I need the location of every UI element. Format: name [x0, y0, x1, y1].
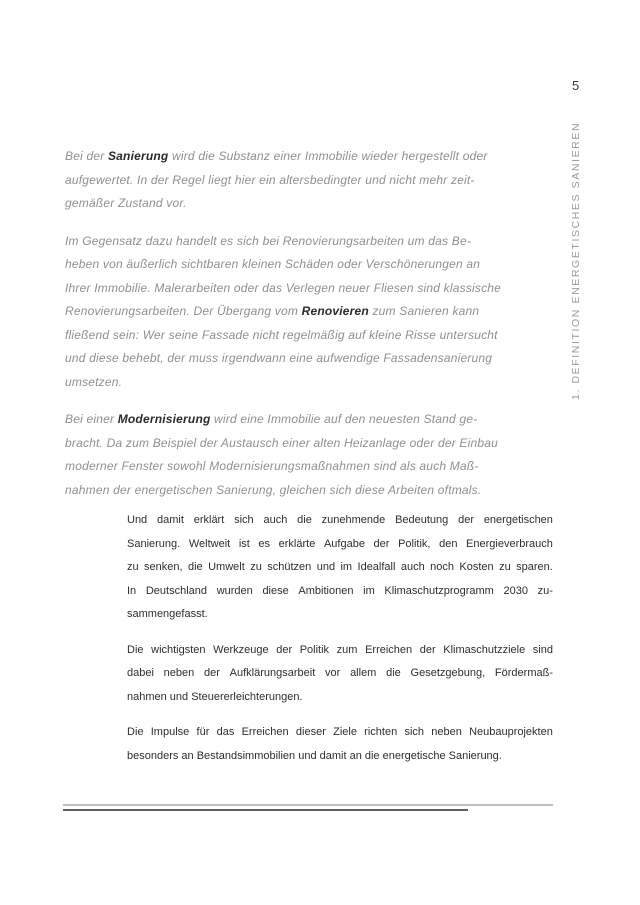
- body-paragraph: Die wichtigsten Werkzeuge der Politik zum Erreichen der Klimaschutzziele sind dabei neben der Aufklärungsarbeit vor allem die Gesetzgebung, Fördermaß- nahmen und Steuererleichterungen.: [127, 643, 553, 703]
- body-paragraph: Die Impulse für das Erreichen dieser Ziele richten sich neben Neubauprojekten besonders an Bestandsimmobilien und damit an die energetische Sanierung.: [127, 726, 553, 762]
- intro-paragraph: Bei einer Modernisierung wird eine Immobilie auf den neuesten Stand ge- bracht. Da zum Beispiel der Austausch einer alten Heizanlage oder der Einbau moderner Fenster sowohl Modernisierungsmaßnahmen sind als auch Maß- nahmen der energetischen Sanierung, gleichen sich diese Arbeiten oftmals.: [65, 412, 498, 497]
- intro-section: [65, 145, 570, 516]
- footer-rule-light: [63, 804, 553, 806]
- chapter-sidebar-label: 1. DEFINITION ENERGETISCHES SANIEREN: [570, 121, 582, 400]
- intro-paragraph: Bei der Sanierung wird die Substanz einer Immobilie wieder hergestellt oder aufgewertet. In der Regel liegt hier ein altersbedingter und nicht mehr zeit- gemäßer Zustand vor.: [65, 149, 488, 210]
- emphasis-term: Sanierung: [107, 149, 169, 163]
- emphasis-term: Renovieren: [301, 304, 369, 318]
- emphasis-term: Modernisierung: [117, 412, 211, 426]
- body-section: [127, 509, 553, 780]
- footer-rule-dark: [63, 809, 468, 811]
- body-paragraph: Und damit erklärt sich auch die zunehmende Bedeutung der energetischen Sanierung. Weltweit ist es erklärte Aufgabe der Politik, den Energieverbrauch zu senken, die Umwelt zu schützen und im Idealfall auch noch Kosten zu sparen. In Deutschland wurden diese Ambitionen im Klimaschutzprogramm 2030 zu- sammengefasst.: [127, 514, 553, 620]
- intro-paragraph: Im Gegensatz dazu handelt es sich bei Renovierungsarbeiten um das Be- heben von äußerlich sichtbaren kleinen Schäden oder Verschönerungen an Ihrer Immobilie. Malerarbeiten oder das Verlegen neuer Fliesen sind klassische Renovierungsarbeiten. Der Übergang vom Renovieren zum Sanieren kann fließend sein: Wer seine Fassade nicht regelmäßig auf kleine Risse untersucht und diese behebt, der muss irgendwann eine aufwendige Fassadensanierung umsetzen.: [65, 233, 502, 389]
- page-number: 5: [572, 78, 580, 93]
